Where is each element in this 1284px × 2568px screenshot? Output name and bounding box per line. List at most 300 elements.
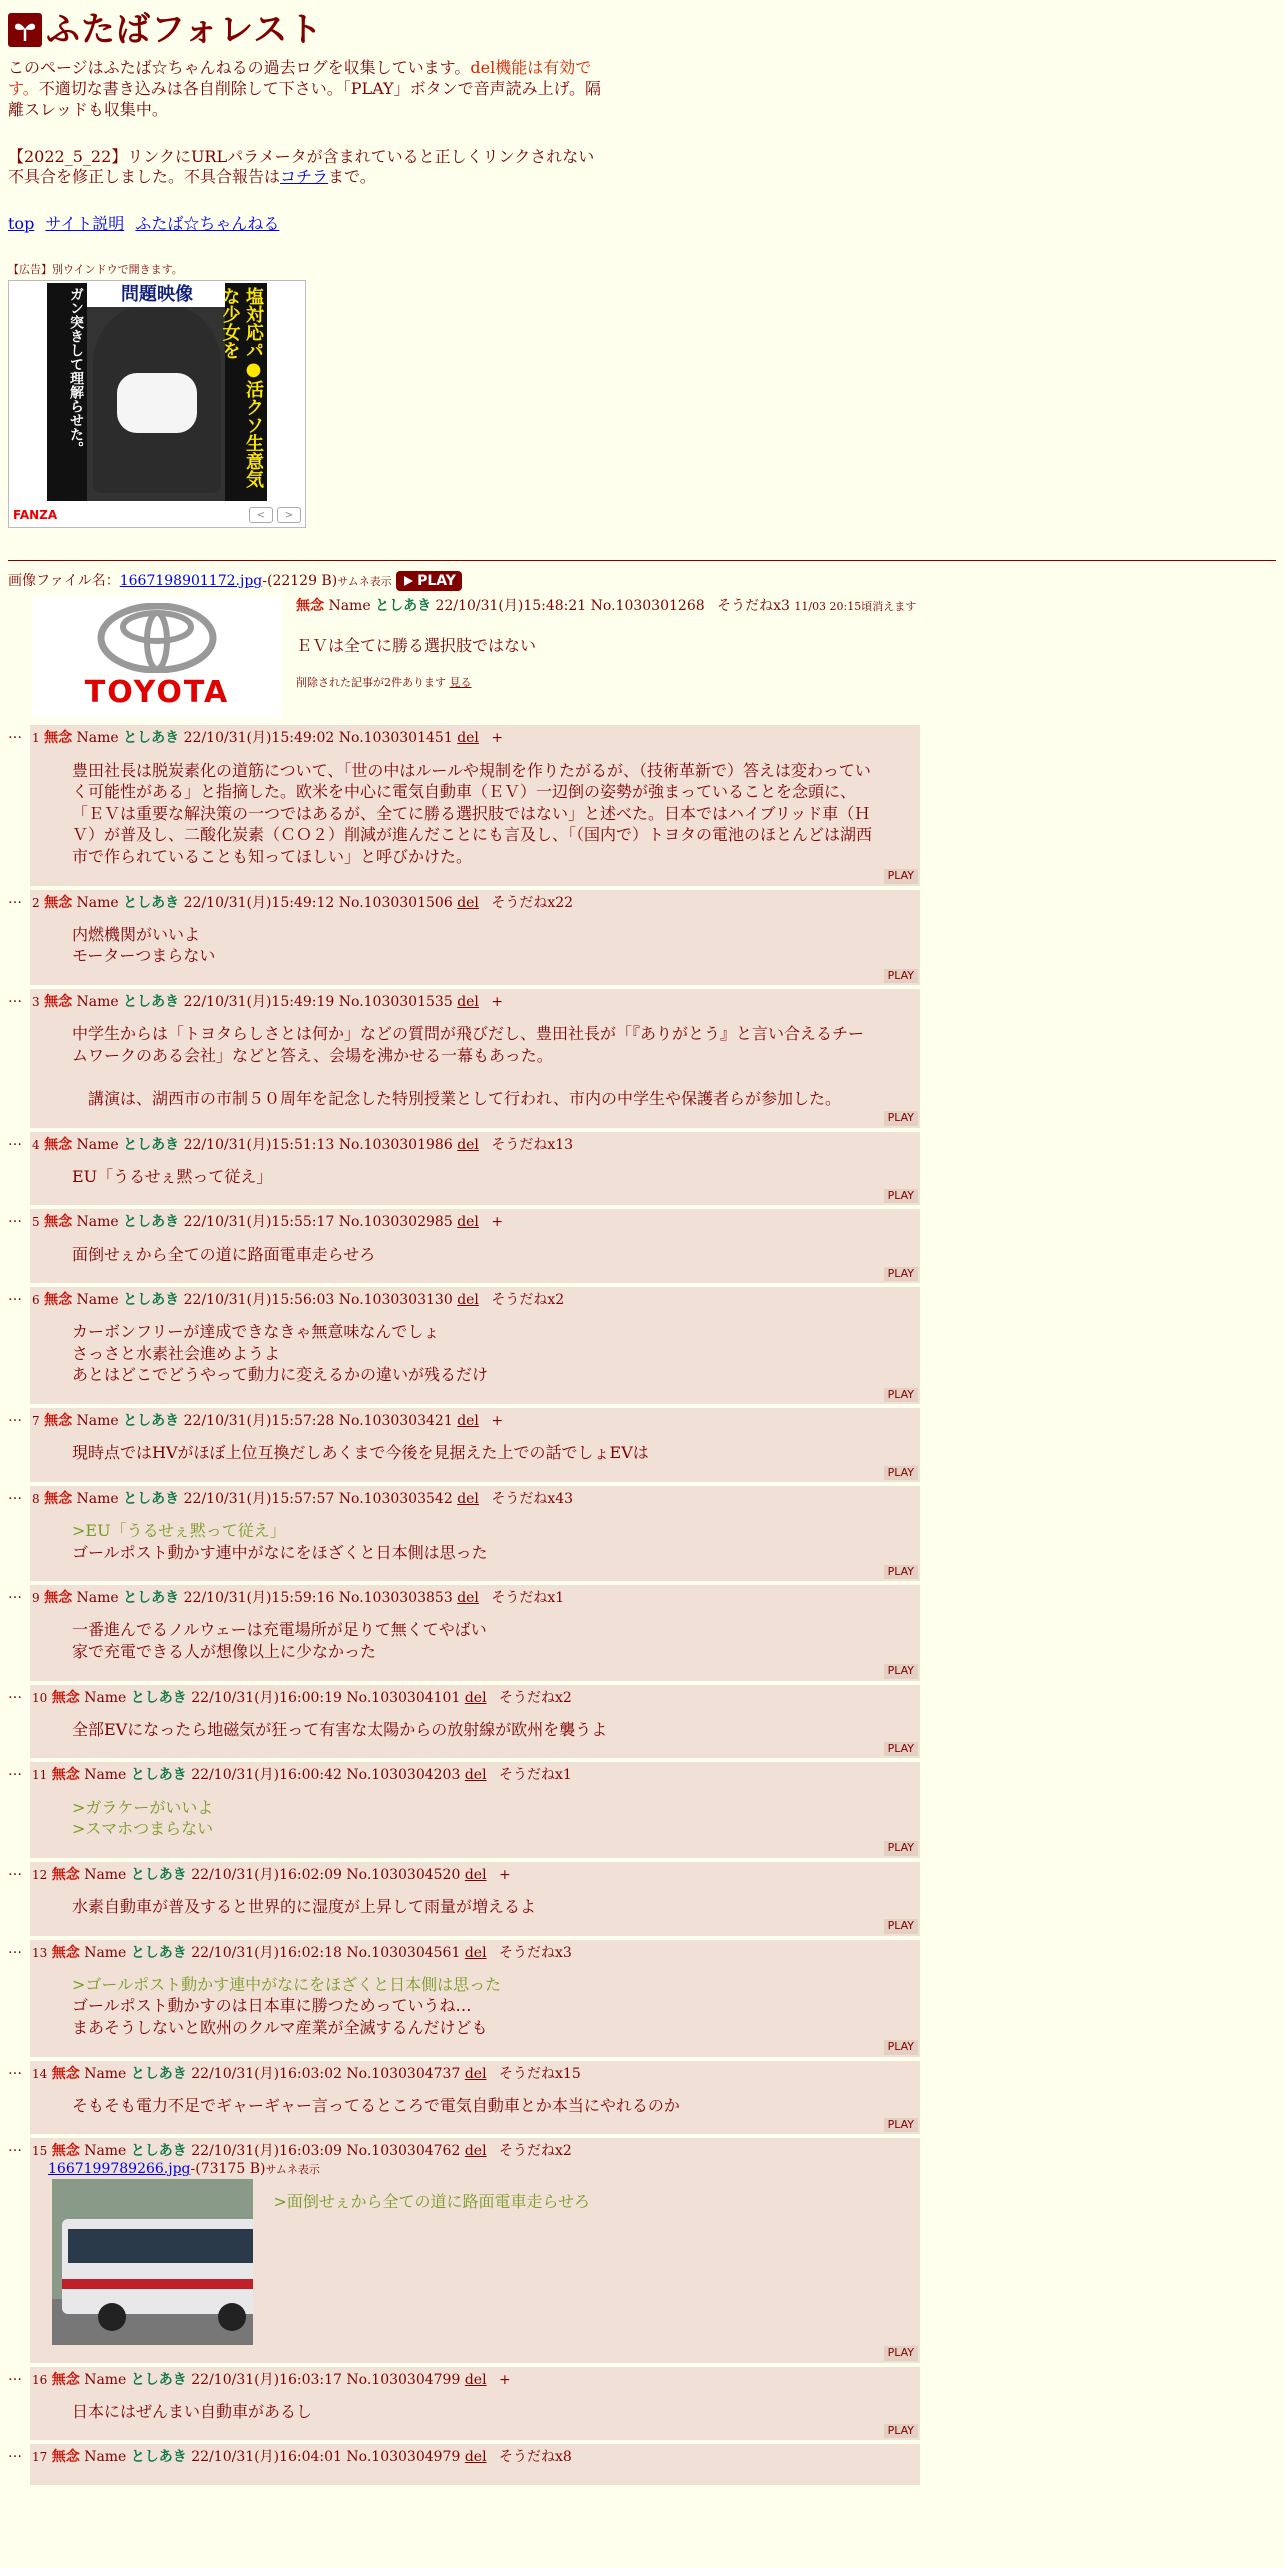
reply-header <box>32 1136 918 1154</box>
reply-number: 2 <box>32 895 40 910</box>
reply-no: No.1030304203 <box>346 1767 461 1784</box>
intro-del-notice: del機能は有効です。 <box>8 58 592 98</box>
reply-play-button[interactable]: PLAY <box>884 1111 918 1125</box>
reply-number: 7 <box>32 1414 40 1429</box>
reply-name-label: Name <box>76 1292 119 1309</box>
thread-image-link[interactable]: 1667198901172.jpg <box>119 573 263 590</box>
ad-note: 【広告】別ウインドウで開きます。 <box>8 262 183 276</box>
reply-row <box>8 1287 1276 1404</box>
reply-post <box>30 989 920 1128</box>
ad-banner[interactable] <box>8 280 306 528</box>
reply-no: No.1030304561 <box>346 1944 461 1961</box>
ad-arrows <box>249 507 301 523</box>
reply-date: 22/10/31(月)15:57:28 <box>183 1413 335 1430</box>
reply-line: 現時点ではHVがほぼ上位互換だしあくまで今後を見据えた上での話でしょEVは <box>72 1443 649 1463</box>
reply-image-link[interactable]: 1667199789266.jpg <box>48 2161 191 2178</box>
reply-play-button[interactable]: PLAY <box>884 869 918 883</box>
reply-name-label: Name <box>76 1413 119 1430</box>
reply-date: 22/10/31(月)16:04:01 <box>191 2449 342 2466</box>
reply-del-link[interactable]: del <box>457 1490 479 1507</box>
reply-subject: 無念 <box>44 1136 73 1153</box>
reply-subject: 無念 <box>51 1689 80 1706</box>
reply-number: 9 <box>32 1591 40 1606</box>
reply-name: としあき <box>123 1590 180 1607</box>
reply-no: No.1030304520 <box>346 1866 461 1883</box>
reply-thumb-toggle[interactable]: サムネ表示 <box>265 2163 320 2177</box>
reply-name: としあき <box>130 1689 187 1706</box>
reply-play-button[interactable]: PLAY <box>884 2346 918 2360</box>
reply-play-button[interactable]: PLAY <box>884 1565 918 1579</box>
reply-del-link[interactable]: del <box>457 1214 479 1231</box>
reply-date: 22/10/31(月)16:02:09 <box>191 1866 342 1883</box>
reply-subject: 無念 <box>44 1490 73 1507</box>
op-post <box>8 597 1276 717</box>
reply-name-label: Name <box>76 730 119 747</box>
reply-no: No.1030301986 <box>338 1136 453 1153</box>
reply-name: としあき <box>130 1767 187 1784</box>
reply-name-label: Name <box>84 2065 127 2082</box>
reply-sodane[interactable]: そうだねx1 <box>491 1590 565 1607</box>
reply-del-link[interactable]: del <box>457 1292 479 1309</box>
reply-no: No.1030304979 <box>346 2449 461 2466</box>
reply-dots: … <box>8 890 22 907</box>
reply-number: 4 <box>32 1137 40 1152</box>
reply-number: 10 <box>32 1690 48 1705</box>
reply-date: 22/10/31(月)16:03:17 <box>191 2371 342 2388</box>
news-end: まで。 <box>328 167 376 187</box>
reply-date: 22/10/31(月)16:03:02 <box>191 2065 342 2082</box>
reply-body <box>72 760 872 868</box>
reply-del-link[interactable]: del <box>464 1866 487 1883</box>
reply-name-label: Name <box>76 1214 119 1231</box>
reply-no: No.1030303421 <box>338 1413 453 1430</box>
deleted-view-link[interactable]: 見る <box>449 676 472 690</box>
reply-quote: >EU「うるせぇ黙って従え」 <box>72 1521 286 1541</box>
reply-subject: 無念 <box>44 894 73 911</box>
reply-subject: 無念 <box>44 730 73 747</box>
reply-line: 中学生からは「トヨタらしさとは何か」などの質問が飛びだし、豊田社長が「『ありがとう』と言い合えるチームワークのある会社」などと答え、会場を沸かせる一幕もあった。 <box>72 1024 865 1065</box>
reply-line: 水素自動車が普及すると世界的に湿度が上昇して雨量が増えるよ <box>72 1896 537 1916</box>
ad-figure-mask <box>117 373 197 433</box>
reply-dots: … <box>8 1586 22 1603</box>
reply-number: 12 <box>32 1867 48 1882</box>
reply-body <box>72 1719 872 1741</box>
reply-name: としあき <box>130 1866 187 1883</box>
reply-subject: 無念 <box>51 1944 80 1961</box>
reply-row <box>8 890 1276 985</box>
reply-sodane[interactable]: そうだねx13 <box>491 1136 574 1153</box>
reply-subject: 無念 <box>44 1292 73 1309</box>
reply-body <box>72 924 872 967</box>
thumb-toggle[interactable]: サムネ表示 <box>337 575 392 589</box>
reply-name-label: Name <box>76 1136 119 1153</box>
reply-number: 16 <box>32 2372 48 2387</box>
op-thumbnail[interactable] <box>32 597 282 717</box>
reply-del-link[interactable]: del <box>457 1413 479 1430</box>
reply-play-button[interactable]: PLAY <box>884 1841 918 1855</box>
reply-header <box>32 1766 918 1784</box>
reply-sodane[interactable]: そうだねx15 <box>499 2065 581 2082</box>
reply-sodane[interactable]: そうだねx43 <box>491 1490 574 1507</box>
intro-text: このページはふたば☆ちゃんねるの過去ログを収集しています。 <box>8 58 471 78</box>
reply-subject: 無念 <box>44 993 73 1010</box>
reply-line: 全部EVになったら地磁気が狂って有害な太陽からの放射線が欧州を襲うよ <box>72 1719 608 1739</box>
reply-number: 6 <box>32 1293 40 1308</box>
bus-image-icon <box>52 2179 253 2345</box>
reply-header <box>32 2065 918 2083</box>
reply-post <box>30 1209 920 1283</box>
reply-sodane[interactable]: そうだねx8 <box>499 2449 572 2466</box>
reply-sodane[interactable]: そうだねx2 <box>491 1292 565 1309</box>
op-name-label: Name <box>328 598 371 615</box>
reply-subject: 無念 <box>51 2449 80 2466</box>
nav-about-link[interactable]: サイト説明 <box>45 214 125 234</box>
reply-dots: … <box>8 1763 22 1780</box>
reply-date: 22/10/31(月)15:49:02 <box>183 730 335 747</box>
reply-header <box>32 1412 918 1430</box>
reply-play-button[interactable]: PLAY <box>884 1189 918 1203</box>
reply-number: 1 <box>32 731 40 746</box>
ad-left-text: ガン突きして理解らせた。 <box>47 283 87 501</box>
nav-links <box>8 214 1276 235</box>
reply-header <box>32 894 918 912</box>
reply-sodane[interactable]: + <box>491 1413 504 1430</box>
reply-header <box>32 1944 918 1962</box>
reply-name: としあき <box>123 1214 180 1231</box>
reply-body <box>72 1166 872 1188</box>
reply-date: 22/10/31(月)15:59:16 <box>183 1590 335 1607</box>
reply-post <box>30 2444 920 2484</box>
reply-name-label: Name <box>76 1490 119 1507</box>
reply-quote: >面倒せぇから全ての道に路面電車走らせろ <box>273 2191 591 2211</box>
reply-date: 22/10/31(月)16:00:19 <box>191 1689 342 1706</box>
deleted-note <box>296 676 916 690</box>
reply-date: 22/10/31(月)15:49:12 <box>183 894 335 911</box>
reply-name: としあき <box>123 894 180 911</box>
reply-dots: … <box>8 2061 22 2078</box>
reply-subject: 無念 <box>44 1590 73 1607</box>
reply-post <box>30 1585 920 1680</box>
reply-row <box>8 2061 1276 2135</box>
reply-no: No.1030301451 <box>338 730 453 747</box>
reply-play-button[interactable]: PLAY <box>884 1466 918 1480</box>
divider <box>8 560 1276 561</box>
reply-post <box>30 1287 920 1404</box>
ad-next-button[interactable]: > <box>277 507 301 523</box>
reply-line: 家で充電できる人が想像以上に少なかった <box>72 1642 377 1662</box>
bus-thumbnail[interactable] <box>52 2179 253 2345</box>
reply-name: としあき <box>123 1136 180 1153</box>
reply-play-button[interactable]: PLAY <box>884 1664 918 1678</box>
thread-file-info <box>8 571 1276 591</box>
reply-header <box>32 2371 918 2389</box>
reply-line: そもそも電力不足でギャーギャー言ってるところで電気自動車とか本当にやれるのか <box>72 2095 680 2115</box>
reply-name: としあき <box>123 1413 180 1430</box>
toyota-brand: TOYOTA <box>84 674 230 710</box>
reply-line: あとはどこでどうやって動力に変えるかの違いが残るだけ <box>72 1365 489 1385</box>
reply-subject: 無念 <box>51 2371 80 2388</box>
reply-dots: … <box>8 1685 22 1702</box>
reply-play-button[interactable]: PLAY <box>884 2424 918 2438</box>
reply-no: No.1030301506 <box>338 894 453 911</box>
reply-del-link[interactable]: del <box>464 1767 487 1784</box>
reply-del-link[interactable]: del <box>464 1944 487 1961</box>
reply-date: 22/10/31(月)16:03:09 <box>191 2143 342 2160</box>
reply-sodane[interactable]: + <box>491 993 504 1010</box>
reply-row <box>8 725 1276 885</box>
reply-name-label: Name <box>84 1767 127 1784</box>
reply-date: 22/10/31(月)15:56:03 <box>183 1292 335 1309</box>
ad-image[interactable] <box>47 283 267 501</box>
reply-subject: 無念 <box>44 1214 73 1231</box>
op-no: No.1030301268 <box>590 598 705 615</box>
reply-header <box>32 1291 918 1309</box>
reply-del-link[interactable]: del <box>457 1136 479 1153</box>
reply-subject: 無念 <box>51 2065 80 2082</box>
reply-name-label: Name <box>84 1866 127 1883</box>
reply-post <box>30 890 920 985</box>
reply-post <box>30 1408 920 1482</box>
reply-name-label: Name <box>84 2371 127 2388</box>
reply-number: 8 <box>32 1491 40 1506</box>
reply-play-button[interactable]: PLAY <box>884 969 918 983</box>
reply-row <box>8 1486 1276 1581</box>
nav-futaba-link[interactable]: ふたば☆ちゃんねる <box>135 214 280 234</box>
reply-line: EU「うるせぇ黙って従え」 <box>72 1166 273 1186</box>
reply-body <box>72 1797 872 1840</box>
reply-line: さっさと水素社会進めようよ <box>72 1343 281 1363</box>
reply-header <box>32 1866 918 1884</box>
reply-date: 22/10/31(月)15:49:19 <box>183 993 335 1010</box>
reply-post <box>30 1486 920 1581</box>
reply-line: 豊田社長は脱炭素化の道筋について、「世の中はルールや規制を作りたがるが、（技術革新で）答えは変わっていく可能性がある」と指摘した。欧米を中心に電気自動車（ＥＶ）一辺倒の姿勢が強まっていることを念頭に、「ＥＶは重要な解決策の一つではあるが、全てに勝る選択肢ではない」と述べた。日本ではハイブリッド車（ＨＶ）が普及し、二酸化炭素（ＣＯ２）削減が進んだことにも言及し、「（国内で）トヨタの電池のほとんどは湖西市で作られていることも知ってほしい」と呼びかけた。 <box>72 760 873 867</box>
reply-name: としあき <box>123 993 180 1010</box>
reply-header <box>32 2448 918 2466</box>
reply-no: No.1030303130 <box>338 1292 453 1309</box>
reply-name: としあき <box>130 2371 187 2388</box>
reply-number: 17 <box>32 2450 48 2465</box>
reply-line: モーターつまらない <box>72 946 216 966</box>
reply-file-size: -(73175 B) <box>190 2161 266 2178</box>
intro-text-2: 不適切な書き込みは各自削除して下さい。「PLAY」ボタンで音声読み上げ。隔離スレッドも収集中。 <box>8 78 601 119</box>
reply-body <box>72 1244 872 1266</box>
reply-post <box>30 1132 920 1206</box>
reply-line: ゴールポスト動かすのは日本車に勝つためっていうね… <box>72 1996 472 2016</box>
reply-post <box>30 725 920 885</box>
reply-row <box>8 1408 1276 1482</box>
reply-sodane[interactable]: そうだねx1 <box>499 1767 572 1784</box>
reply-row <box>8 1585 1276 1680</box>
reply-line: カーボンフリーが達成できなきゃ無意味なんでしょ <box>72 1322 440 1342</box>
reply-no: No.1030304101 <box>346 1689 461 1706</box>
reply-del-link[interactable]: del <box>464 1689 487 1706</box>
reply-play-button[interactable]: PLAY <box>884 1919 918 1933</box>
toyota-logo-icon <box>97 603 217 673</box>
reply-post <box>30 2061 920 2135</box>
reply-dots: … <box>8 2139 22 2156</box>
reply-name: としあき <box>123 1292 180 1309</box>
site-title: ふたばフォレスト <box>46 10 324 50</box>
reply-image-row <box>32 2179 918 2345</box>
reply-number: 13 <box>32 1945 48 1960</box>
reply-header <box>32 1589 918 1607</box>
reply-play-button[interactable]: PLAY <box>884 2118 918 2132</box>
reply-sodane[interactable]: そうだねx2 <box>499 2143 572 2160</box>
reply-name-label: Name <box>84 1689 127 1706</box>
reply-header <box>32 1490 918 1508</box>
reply-body <box>72 1520 872 1563</box>
reply-header <box>32 993 918 1011</box>
reply-row <box>8 1762 1276 1857</box>
reply-post <box>30 1862 920 1936</box>
ad-right-text: 塩対応パ●活クソ生意気な少女を <box>225 283 267 501</box>
reply-line: 内燃機関がいいよ <box>72 924 201 944</box>
reply-sodane[interactable]: + <box>499 1866 511 1883</box>
reply-body <box>72 1442 872 1464</box>
file-size: -(22129 B) <box>262 573 338 590</box>
reply-list <box>8 725 1276 2484</box>
reply-dots: … <box>8 726 22 743</box>
reply-no: No.1030304799 <box>346 2371 461 2388</box>
reply-number: 14 <box>32 2066 48 2081</box>
reply-post <box>30 2367 920 2441</box>
reply-post <box>30 1762 920 1857</box>
reply-date: 22/10/31(月)16:02:18 <box>191 1944 342 1961</box>
thread-play-button[interactable] <box>396 571 462 591</box>
reply-name: としあき <box>130 2449 187 2466</box>
reply-sodane[interactable]: + <box>499 2371 511 2388</box>
reply-dots: … <box>8 1210 22 1227</box>
reply-body <box>72 2401 872 2423</box>
reply-quote: >スマホつまらない <box>72 1819 214 1839</box>
reply-name-label: Name <box>76 1590 119 1607</box>
op-name: としあき <box>375 598 432 615</box>
reply-del-link[interactable]: del <box>457 1590 479 1607</box>
op-text: ＥＶは全てに勝る選択肢ではない <box>296 635 537 655</box>
reply-dots: … <box>8 1409 22 1426</box>
reply-body <box>72 1896 872 1918</box>
news-notice <box>8 147 608 189</box>
reply-no: No.1030302985 <box>338 1214 453 1231</box>
reply-play-button[interactable]: PLAY <box>884 1267 918 1281</box>
reply-sodane[interactable]: + <box>491 730 504 747</box>
reply-line: 一番進んでるノルウェーは充電場所が足りて無くてやばい <box>72 1620 487 1640</box>
reply-sodane[interactable]: そうだねx3 <box>499 1944 572 1961</box>
reply-number: 11 <box>32 1768 48 1783</box>
reply-name-label: Name <box>76 894 119 911</box>
reply-del-link[interactable]: del <box>464 2065 487 2082</box>
reply-name: としあき <box>123 1490 180 1507</box>
reply-del-link[interactable]: del <box>464 2371 487 2388</box>
file-label: 画像ファイル名： <box>8 573 120 590</box>
reply-date: 22/10/31(月)16:00:42 <box>191 1767 342 1784</box>
reply-row <box>8 1862 1276 1936</box>
reply-body <box>72 1321 872 1386</box>
reply-line: ゴールポスト動かす連中がなにをほざくと日本側は思った <box>72 1542 488 1562</box>
reply-del-link[interactable]: del <box>464 2143 487 2160</box>
reply-subject: 無念 <box>51 1767 80 1784</box>
nav-top-link[interactable]: top <box>8 214 35 234</box>
reply-sodane[interactable]: + <box>491 1214 504 1231</box>
site-header <box>8 8 1276 52</box>
ad-prev-button[interactable]: < <box>249 507 273 523</box>
reply-dots: … <box>8 1132 22 1149</box>
reply-row <box>8 1209 1276 1283</box>
op-expire: 11/03 20:15頃消えます <box>794 600 917 614</box>
reply-sodane[interactable]: そうだねx2 <box>499 1689 572 1706</box>
reply-row <box>8 2367 1276 2441</box>
reply-body <box>273 2191 918 2345</box>
reply-sodane[interactable]: そうだねx22 <box>491 894 574 911</box>
reply-date: 22/10/31(月)15:51:13 <box>183 1136 335 1153</box>
reply-dots: … <box>8 989 22 1006</box>
reply-play-button[interactable]: PLAY <box>884 1742 918 1756</box>
deleted-text: 削除された記事が2件あります <box>296 676 446 690</box>
reply-line: 面倒せぇから全ての道に路面電車走らせろ <box>72 1244 376 1264</box>
reply-date: 22/10/31(月)15:57:57 <box>183 1490 335 1507</box>
reply-dots: … <box>8 1486 22 1503</box>
reply-dots: … <box>8 1862 22 1879</box>
reply-dots: … <box>8 2445 22 2462</box>
reply-line: 講演は、湖西市の市制５０周年を記念した特別授業として行われ、市内の中学生や保護者らが参加した。 <box>72 1088 841 1108</box>
play-icon <box>402 575 414 587</box>
reply-dots: … <box>8 1940 22 1957</box>
futaba-logo-icon <box>8 13 42 47</box>
play-label: PLAY <box>417 573 456 590</box>
reply-row <box>8 1685 1276 1759</box>
op-date: 22/10/31(月)15:48:21 <box>435 598 587 615</box>
reply-name-label: Name <box>84 1944 127 1961</box>
reply-no: No.1030303853 <box>338 1590 453 1607</box>
reply-play-button[interactable]: PLAY <box>884 1388 918 1402</box>
reply-subject: 無念 <box>44 1413 73 1430</box>
reply-dots: … <box>8 1288 22 1305</box>
reply-post <box>30 1685 920 1759</box>
op-sodane[interactable]: そうだねx3 <box>717 598 790 615</box>
reply-play-button[interactable]: PLAY <box>884 2040 918 2054</box>
reply-no: No.1030303542 <box>338 1490 453 1507</box>
reply-number: 15 <box>32 2144 48 2159</box>
reply-del-link[interactable]: del <box>457 894 479 911</box>
reply-date: 22/10/31(月)15:55:17 <box>183 1214 335 1231</box>
reply-name: としあき <box>130 2065 187 2082</box>
reply-no: No.1030304737 <box>346 2065 461 2082</box>
reply-name: としあき <box>130 2143 187 2160</box>
reply-header <box>32 729 918 747</box>
report-link[interactable]: コチラ <box>280 167 329 187</box>
reply-file-info <box>48 2160 918 2178</box>
reply-name-label: Name <box>84 2143 127 2160</box>
news-text: 【2022_5_22】リンクにURLパラメータが含まれていると正しくリンクされない不具合を修正しました。不具合報告は <box>8 146 595 187</box>
reply-del-link[interactable]: del <box>464 2449 487 2466</box>
reply-body <box>72 1619 872 1662</box>
reply-del-link[interactable]: del <box>457 993 479 1010</box>
reply-no: No.1030301535 <box>338 993 453 1010</box>
reply-name-label: Name <box>84 2449 127 2466</box>
reply-line: まあそうしないと欧州のクルマ産業が全滅するんだけども <box>72 2017 488 2037</box>
reply-del-link[interactable]: del <box>457 730 479 747</box>
reply-dots: … <box>8 2367 22 2384</box>
reply-body <box>72 2095 872 2117</box>
reply-name: としあき <box>130 1944 187 1961</box>
reply-post <box>30 1940 920 2057</box>
reply-row <box>8 989 1276 1128</box>
ad-headline: 問題映像 <box>47 283 267 307</box>
reply-row <box>8 2138 1276 2362</box>
reply-header <box>32 1689 918 1707</box>
reply-quote: >ガラケーがいいよ <box>72 1797 214 1817</box>
reply-quote: >ゴールポスト動かす連中がなにをほざくと日本側は思った <box>72 1974 502 1994</box>
